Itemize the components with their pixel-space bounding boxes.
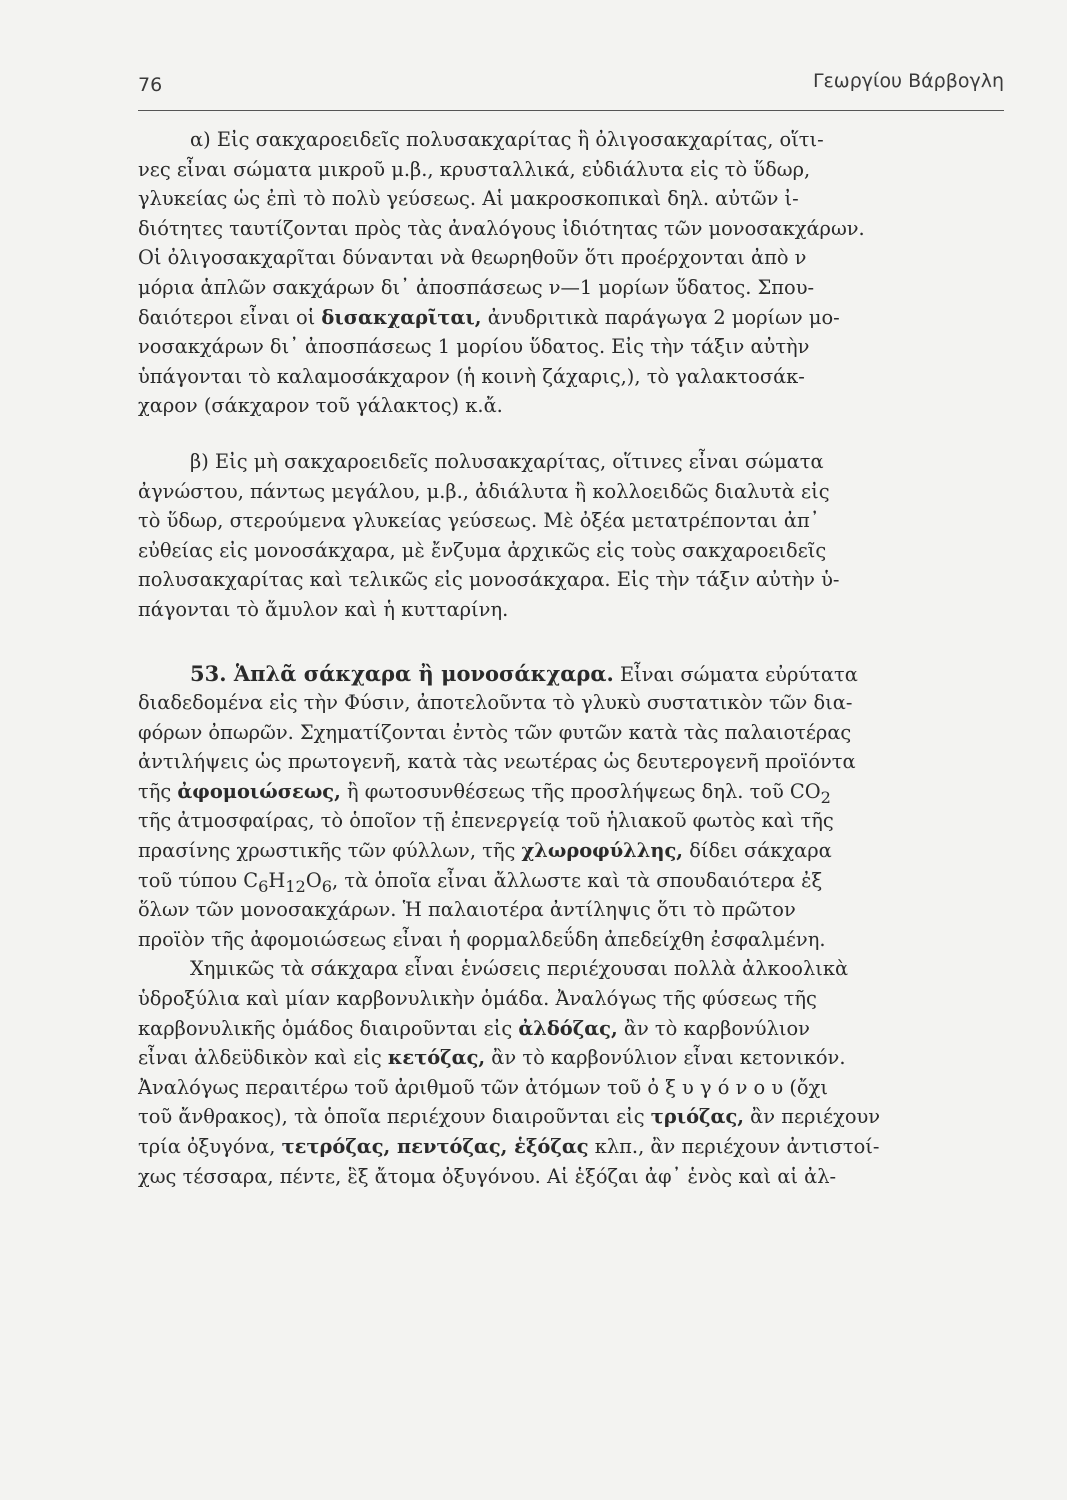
term-chlorophyll: χλωροφύλλης, xyxy=(521,839,684,863)
text-span: δαιότεροι εἶναι οἱ xyxy=(138,305,322,329)
term-trioses: τριόζας, xyxy=(650,1105,745,1129)
text-span: τοῦ ἄνθρακος), τὰ ὁποῖα περιέχουν διαιροῦνται εἰς xyxy=(138,1105,651,1129)
term-aldoses: ἀλδόζας, xyxy=(518,1016,618,1040)
subscript: 6 xyxy=(258,876,269,896)
text-line: διότητες ταυτίζονται πρὸς τὰς ἀναλόγους ἰδιότητας τῶν μονοσακχάρων. xyxy=(138,216,865,240)
text-line: ἀγνώστου, πάντως μεγάλου, μ.β., ἀδιάλυτα ἢ κολλοειδῶς διαλυτὰ εἰς xyxy=(138,479,830,503)
text-line: Ἀναλόγως περαιτέρω τοῦ ἀριθμοῦ τῶν ἀτόμων τοῦ ὀ ξ υ γ ό ν ο υ (ὄχι xyxy=(138,1075,828,1099)
text-span: ἢ φωτοσυνθέσεως τῆς προσλήψεως δηλ. τοῦ CO xyxy=(340,779,821,803)
text-line: τὸ ὕδωρ, στερούμενα γλυκείας γεύσεως. Μὲ ὀξέα μετατρέπονται ἀπ᾽ xyxy=(138,509,820,533)
text-span: πρασίνης χρωστικῆς τῶν φύλλων, τῆς xyxy=(138,839,522,863)
text-span: ἂν περιέχουν xyxy=(744,1105,881,1129)
text-span: δίδει σάκχαρα xyxy=(683,839,832,863)
text-line xyxy=(138,836,1004,866)
text-line: τῆς ἀτμοσφαίρας, τὸ ὁποῖον τῇ ἐπενεργείᾳ τοῦ ἡλιακοῦ φωτὸς καὶ τῆς xyxy=(138,809,834,833)
text-span: καρβονυλικῆς ὁμάδος διαιροῦνται εἰς xyxy=(138,1016,519,1040)
text-line xyxy=(138,1102,1004,1132)
text-line: β) Εἰς μὴ σακχαροειδεῖς πολυσακχαρίτας, οἵτινες εἶναι σώματα xyxy=(190,449,824,473)
text-line xyxy=(138,659,1004,689)
text-line: ὅλων τῶν μονοσακχάρων. Ἡ παλαιοτέρα ἀντίληψις ὅτι τὸ πρῶτον xyxy=(138,898,796,922)
text-line: νες εἶναι σώματα μικροῦ μ.β., κρυσταλλικά, εὐδιάλυτα εἰς τὸ ὕδωρ, xyxy=(138,157,811,181)
text-line: διαδεδομένα εἰς τὴν Φύσιν, ἀποτελοῦντα τὸ γλυκὺ συστατικὸν τῶν δια- xyxy=(138,691,853,715)
text-span: ἀνυδριτικὰ παράγωγα 2 μορίων μο- xyxy=(481,305,840,329)
text-span: , τὰ ὁποῖα εἶναι ἄλλωστε καὶ τὰ σπουδαιότερα ἐξ xyxy=(332,868,823,892)
header-rule xyxy=(138,110,1004,111)
text-span: τοῦ τύπου C xyxy=(138,868,259,892)
text-line: φόρων ὀπωρῶν. Σχηματίζονται ἐντὸς τῶν φυτῶν κατὰ τὰς παλαιοτέρας xyxy=(138,720,852,744)
paragraph-alpha xyxy=(138,125,1004,421)
text-line: Οἱ ὀλιγοσακχαρῖται δύνανται νὰ θεωρηθοῦν ὅτι προέρχονται ἀπὸ ν xyxy=(138,246,807,270)
paragraph-beta xyxy=(138,447,1004,625)
text-span: ἂν τὸ καρβονύλιον xyxy=(617,1016,810,1040)
text-line xyxy=(138,866,1004,896)
subscript: 2 xyxy=(820,787,831,807)
page-header xyxy=(138,70,1004,104)
page-number: 76 xyxy=(138,74,163,96)
text-line: νοσακχάρων δι᾽ ἀποσπάσεως 1 μορίου ὕδατος. Εἰς τὴν τάξιν αὐτὴν xyxy=(138,335,810,359)
text-span: Εἶναι σώματα εὐρύτατα xyxy=(613,662,858,686)
text-line xyxy=(138,1132,1004,1162)
text-line: χαρον (σάκχαρον τοῦ γάλακτος) κ.ἄ. xyxy=(138,394,503,418)
text-line xyxy=(138,303,1004,333)
text-line: μόρια ἁπλῶν σακχάρων δι᾽ ἀποσπάσεως ν—1 μορίων ὕδατος. Σπου- xyxy=(138,275,815,299)
text-span: κλπ., ἂν περιέχουν ἀντιστοί- xyxy=(588,1135,880,1158)
term-ketoses: κετόζας, xyxy=(387,1046,486,1070)
section-heading: 53. Ἁπλᾶ σάκχαρα ἢ μονοσάκχαρα. xyxy=(190,660,614,686)
text-line: ὑπάγονται τὸ καλαμοσάκχαρον (ἡ κοινὴ ζάχαρις,), τὸ γαλακτοσάκ- xyxy=(138,364,805,388)
text-line: ὑδροξύλια καὶ μίαν καρβονυλικὴν ὁμάδα. Ἀναλόγως τῆς φύσεως τῆς xyxy=(138,987,817,1011)
term-tetroses-pentoses-hexoses: τετρόζας, πεντόζας, ἑξόζας xyxy=(281,1135,589,1158)
term-disaccharites: δισακχαρῖται, xyxy=(321,305,482,329)
term-assimilation: ἀφομοιώσεως, xyxy=(177,779,341,803)
running-head: Γεωργίου Βάρβογλη xyxy=(812,70,1004,92)
subscript: 12 xyxy=(285,876,306,896)
text-line xyxy=(138,1043,1004,1073)
paragraph-gap xyxy=(138,421,1004,447)
text-line: εὐθείας εἰς μονοσάκχαρα, μὲ ἔνζυμα ἀρχικῶς εἰς τοὺς σακχαροειδεῖς xyxy=(138,538,827,562)
text-line xyxy=(138,1014,1004,1044)
text-line: Χημικῶς τὰ σάκχαρα εἶναι ἑνώσεις περιέχουσαι πολλὰ ἀλκοολικὰ xyxy=(190,957,849,981)
text-span: εἶναι ἀλδεϋδικὸν καὶ εἰς xyxy=(138,1046,388,1070)
text-line: προϊὸν τῆς ἀφομοιώσεως εἶναι ἡ φορμαλδεΰδη ἀπεδείχθη ἐσφαλμένη. xyxy=(138,927,826,951)
subscript: 6 xyxy=(321,876,333,896)
section-gap xyxy=(138,625,1004,659)
text-span: τρία ὀξυγόνα, xyxy=(138,1135,282,1158)
text-span: O xyxy=(305,868,322,892)
text-span: τῆς xyxy=(138,779,178,803)
text-line: πολυσακχαρίτας καὶ τελικῶς εἰς μονοσάκχαρα. Εἰς τὴν τάξιν αὐτὴν ὑ- xyxy=(138,568,840,592)
paragraph-chemistry xyxy=(138,954,1004,1191)
text-line: πάγονται τὸ ἄμυλον καὶ ἡ κυτταρίνη. xyxy=(138,597,509,621)
text-span: ἂν τὸ καρβονύλιον εἶναι κετονικόν. xyxy=(485,1046,846,1070)
text-line: χως τέσσαρα, πέντε, ἓξ ἄτομα ὀξυγόνου. Αἱ ἑξόζαι ἀφ᾽ ἑνὸς καὶ αἱ ἀλ- xyxy=(138,1164,837,1188)
section-53 xyxy=(138,659,1004,955)
text-span: H xyxy=(268,868,286,892)
text-line: α) Εἰς σακχαροειδεῖς πολυσακχαρίτας ἢ ὀλιγοσακχαρίτας, οἵτι- xyxy=(190,128,824,151)
body-text xyxy=(138,125,1004,1191)
text-line xyxy=(138,777,1004,807)
text-line: γλυκείας ὡς ἐπὶ τὸ πολὺ γεύσεως. Αἱ μακροσκοπικαὶ δηλ. αὐτῶν ἰ- xyxy=(138,187,799,211)
text-line: ἀντιλήψεις ὡς πρωτογενῆ, κατὰ τὰς νεωτέρας ὡς δευτερογενῆ προϊόντα xyxy=(138,750,856,774)
